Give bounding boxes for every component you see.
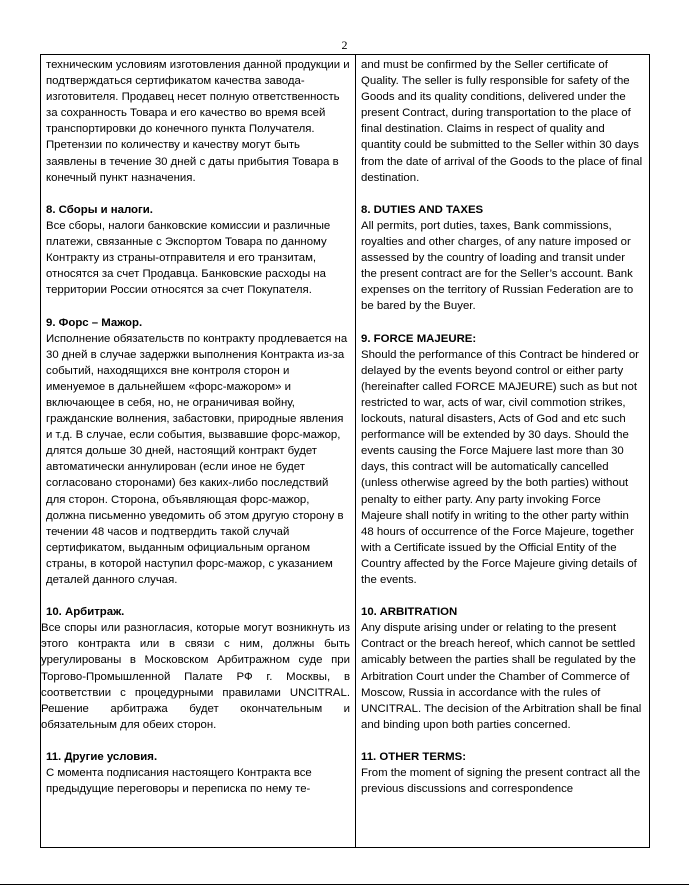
- page-bottom-rule: [0, 884, 689, 885]
- contract-table: [40, 54, 650, 848]
- en-section-11: [361, 749, 644, 797]
- ru-section-8-title: 8. Сборы и налоги.: [46, 203, 153, 216]
- page-number: 2: [341, 38, 348, 52]
- ru-section-8: [46, 202, 350, 299]
- en-section-11-title: 11. OTHER TERMS:: [361, 751, 467, 764]
- en-section-9-text: Should the performance of this Contract be hindered or delayed by the events beyond control or either party (hereinafter called FORCE MAJEURE) such as but not restricted to war, acts of war, civil commotion strikes, lockouts, natural disasters, Acts of God and etc such performance will be extended by 30 days. Should the events causing the Force Majuere last more than 30 days, this contract will be automatically cancelled (unless otherwise agreed by the both parties) without penalty to either party. Any party invoking Force Majeure shall notify in writing to the other party within 48 hours of occurrence of the Force Majeure, together with a Certificate issued by the Official Entity of the Country affected by the Force Majeure giving details of the events.: [361, 348, 639, 586]
- ru-section-11-text: С момента подписания настоящего Контракта все предыдущие переговоры и переписка по нему те-: [46, 767, 312, 796]
- ru-section-8-text: Все сборы, налоги банковские комиссии и различные платежи, связанные с Экспортом Товара по данному Контракту из страны-отправителя и его транзитам, относятся за счет Продавца. Банковские расходы на территории России относятся за счет Покупателя.: [46, 219, 331, 297]
- ru-section-11: [46, 749, 350, 797]
- ru-section-11-title: 11. Другие условия.: [46, 751, 158, 764]
- en-section-8-title: 8. DUTIES AND TAXES: [361, 203, 484, 216]
- ru-section-10: [41, 604, 350, 733]
- ru-section-9-title: 9. Форс – Мажор.: [46, 316, 143, 329]
- en-section-11-text: From the moment of signing the present contract all the previous discussions and correspondence: [361, 767, 641, 796]
- ru-section-9: [46, 315, 350, 589]
- en-section-9: [361, 331, 644, 589]
- ru-section-10-text: Все споры или разногласия, которые могут возникнуть из этого контракта или в связи с ним, должны быть урегулированы в Московском Арбитражном суде при Торгово-Промышленной Палате РФ г. Москвы, в соответствии с процедурными правилами UNCITRAL. Решение арбитража будет окончательным и обязательным для обеих сторон.: [41, 622, 350, 731]
- russian-column: [41, 55, 356, 847]
- ru-section-10-title: 10. Арбитраж.: [46, 606, 125, 619]
- en-section-9-title: 9. FORCE MAJEURE:: [361, 332, 477, 345]
- en-section-10: [361, 604, 644, 733]
- en-continuation: and must be confirmed by the Seller certificate of Quality. The seller is fully responsible for safety of the Goods and its quality conditions, delivered under the present Contract, during transportation to the place of final destination. Claims in respect of quality and quantity could be submitted to the Seller within 30 days from the date of arrival of the Goods to the place of final destination.: [361, 59, 643, 184]
- en-section-10-title: 10. ARBITRATION: [361, 606, 458, 619]
- en-section-8: [361, 202, 644, 315]
- ru-continuation: техническим условиям изготовления данной продукции и подтверждаться сертификатом качества завода-изготовителя. Продавец несет полную ответственность за сохранность Товара и его качество во время всей транспортировки до конечного пункта Получателя. Претензии по количеству и качеству могут быть заявлены в течение 30 дней с даты прибытия Товара в конечный пункт назначения.: [46, 59, 350, 184]
- en-section-8-text: All permits, port duties, taxes, Bank commissions, royalties and other charges, of any nature imposed or assessed by the country of loading and transit under the present contract are for the Seller’s account. Bank expenses on the territory of Russian Federation are to be bared by the Buyer.: [361, 219, 634, 313]
- english-column: [356, 55, 649, 847]
- ru-section-9-text: Исполнение обязательств по контракту продлевается на 30 дней в случае задержки выполнения Контракта из-за событий, находящихся вне контроля сторон и именуемое в дальнейшем «форс-мажором» и включающее в себя, но, не ограничивая войну, гражданские волнения, забастовки, природные явления и т.д. В случае, если события, вызвавшие форс-мажор, длятся дольше 30 дней, настоящий контракт будет автоматически аннулирован (если иное не будет согласовано сторонами) без каких-либо последствий для сторон. Сторона, объявляющая форс-мажор, должна письменно уведомить об этом другую сторону в течении 48 часов и подтвердить такой случай сертификатом, выданным официальным органом страны, в которой наступил форс-мажор, с указанием деталей данного случая.: [46, 332, 348, 586]
- en-section-10-text: Any dispute arising under or relating to the present Contract or the breach hereof, which cannot be settled amicably between the parties shall be regulated by the Arbitration Court under the Chamber of Commerce of Moscow, Russia in accordance with the rules of UNCITRAL. The decision of the Arbitration shall be final and binding upon both parties concerned.: [361, 622, 642, 731]
